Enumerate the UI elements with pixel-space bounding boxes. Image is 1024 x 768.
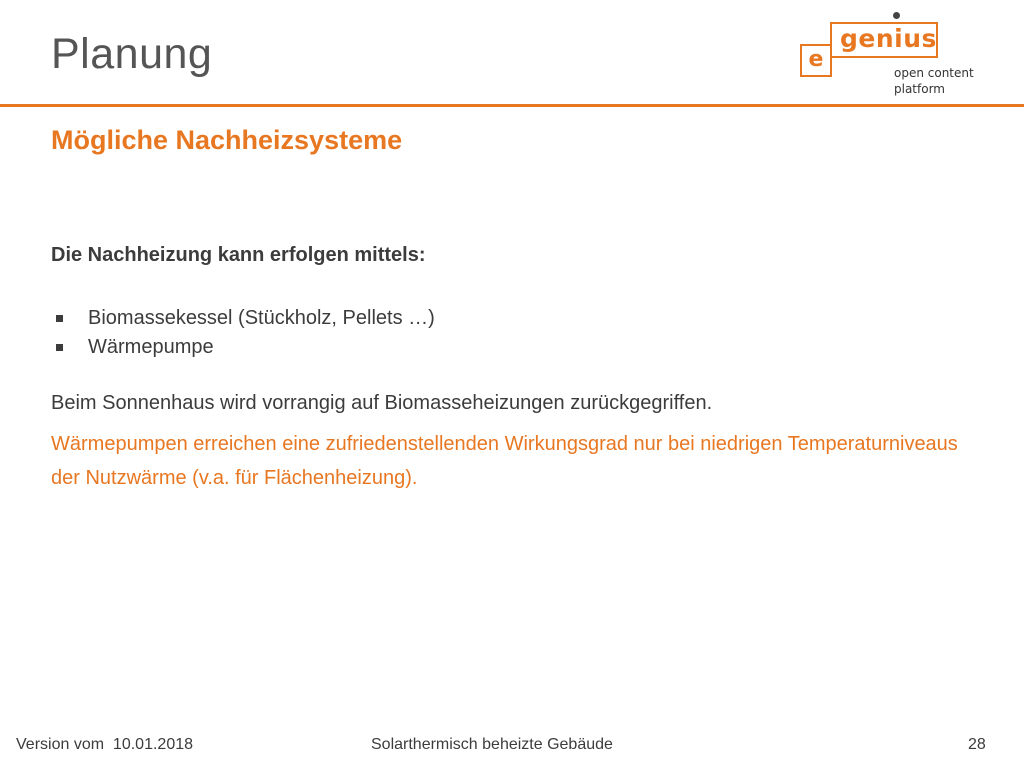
bullet-square-icon bbox=[56, 344, 63, 351]
bullet-square-icon bbox=[56, 315, 63, 322]
logo-tagline: open content platform bbox=[894, 66, 974, 96]
title-underline bbox=[0, 104, 1024, 107]
highlight-paragraph: Wärmepumpen erreichen eine zufriedenstellenden Wirkungsgrad nur bei niedrigen Temperaturniveaus der Nutzwärme (v.a. für Flächenheizung). bbox=[51, 433, 958, 489]
footer-page-number: 28 bbox=[968, 736, 986, 753]
logo-dot-icon bbox=[893, 12, 900, 19]
egenius-logo bbox=[798, 12, 998, 102]
bullet-text: Wärmepumpe bbox=[88, 336, 214, 358]
list-item bbox=[51, 336, 971, 359]
logo-e-box: e bbox=[800, 44, 832, 77]
logo-genius-wordmark: genius bbox=[830, 22, 938, 58]
list-item bbox=[51, 307, 971, 330]
footer-version: Version vom 10.01.2018 bbox=[16, 736, 194, 753]
bullet-text: Biomassekessel (Stückholz, Pellets …) bbox=[88, 307, 435, 329]
slide-content bbox=[51, 244, 971, 495]
body-paragraph: Beim Sonnenhaus wird vorrangig auf Biomasseheizungen zurückgegriffen. bbox=[51, 392, 713, 414]
slide-title: Planung bbox=[51, 30, 213, 78]
slide-subtitle: Mögliche Nachheizsysteme bbox=[51, 125, 403, 155]
footer-topic: Solarthermisch beheizte Gebäude bbox=[371, 736, 613, 753]
intro-text: Die Nachheizung kann erfolgen mittels: bbox=[51, 244, 426, 266]
bullet-list bbox=[51, 307, 971, 359]
